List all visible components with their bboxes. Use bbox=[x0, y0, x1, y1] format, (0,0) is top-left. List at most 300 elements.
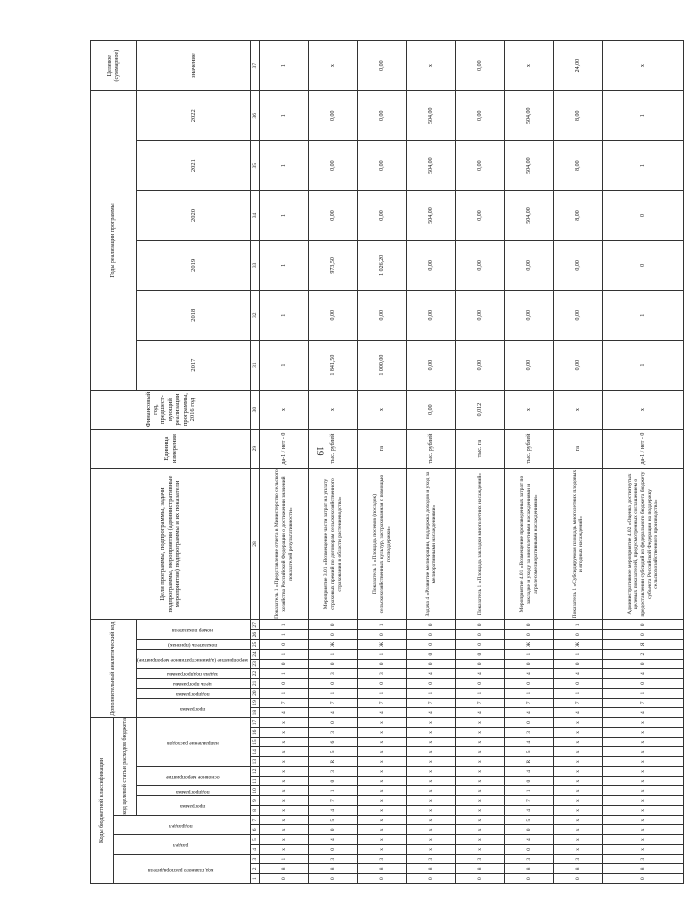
code-cell: x bbox=[456, 845, 505, 855]
code-cell: 1 bbox=[407, 688, 456, 698]
fin-year-cell: x bbox=[603, 390, 684, 429]
main-activity-header-text: основное мероприятие bbox=[165, 774, 220, 780]
code-cell: 5 bbox=[309, 747, 358, 757]
code-cell: 3 bbox=[407, 854, 456, 864]
column-number: 34 bbox=[251, 191, 260, 241]
year-value-cell: 1 bbox=[260, 240, 309, 290]
code-cell: x bbox=[358, 757, 407, 767]
code-cell: 0 bbox=[407, 630, 456, 640]
code-cell: 0 bbox=[407, 659, 456, 669]
code-cell: 4 bbox=[407, 669, 456, 679]
an-goal-header-text: цель программы bbox=[173, 681, 212, 688]
code-cell: x bbox=[407, 815, 456, 825]
total-value-cell: x bbox=[603, 41, 684, 91]
fin-year-cell: x bbox=[505, 390, 554, 429]
total-value-cell: x bbox=[309, 41, 358, 91]
code-cell: 1 bbox=[309, 688, 358, 698]
code-cell: 7 bbox=[358, 698, 407, 708]
analytic-code-header bbox=[91, 620, 137, 718]
code-cell: 4 bbox=[603, 669, 684, 679]
code-cell: x bbox=[260, 718, 309, 728]
code-cell: 0 bbox=[309, 776, 358, 786]
code-cell: x bbox=[554, 728, 603, 738]
column-number: 25 bbox=[251, 640, 260, 650]
code-cell: 0 bbox=[505, 630, 554, 640]
code-cell: 0 bbox=[456, 659, 505, 669]
table-row bbox=[309, 41, 358, 884]
year-value-cell: 0,00 bbox=[309, 290, 358, 340]
code-cell: 0 bbox=[505, 620, 554, 630]
unit-cell: да-1 / нет - 0 bbox=[260, 429, 309, 468]
year-value-cell: 1 bbox=[260, 290, 309, 340]
column-number: 27 bbox=[251, 620, 260, 630]
year-value-cell: 0,00 bbox=[309, 191, 358, 241]
code-cell: x bbox=[358, 825, 407, 835]
year-value-cell: 1 bbox=[260, 91, 309, 141]
year-value-cell: 0,00 bbox=[456, 290, 505, 340]
code-cell: x bbox=[260, 845, 309, 855]
code-cell: x bbox=[358, 737, 407, 747]
code-cell: 0 bbox=[554, 679, 603, 689]
code-cell: x bbox=[407, 767, 456, 777]
code-cell: 4 bbox=[505, 806, 554, 816]
table-row bbox=[358, 41, 407, 884]
year-value-cell: 0,00 bbox=[554, 240, 603, 290]
fin-year-cell: x bbox=[554, 390, 603, 429]
code-cell: 1 bbox=[260, 630, 309, 640]
code-cell: x bbox=[554, 835, 603, 845]
code-cell: x bbox=[603, 776, 684, 786]
budget-codes-header bbox=[91, 718, 114, 884]
column-number: 29 bbox=[251, 429, 260, 468]
total-value-cell: 24,00 bbox=[554, 41, 603, 91]
code-cell: 7 bbox=[260, 698, 309, 708]
column-number: 18 bbox=[251, 708, 260, 718]
code-cell: x bbox=[603, 815, 684, 825]
code-cell: 7 bbox=[603, 698, 684, 708]
year-value-cell: 504,00 bbox=[407, 191, 456, 241]
column-number: 3 bbox=[251, 854, 260, 864]
code-cell: 8 bbox=[260, 864, 309, 874]
goal-name-cell: Административное мероприятие 4.02 «Оценка достигнутых целевых показателей, предусмотренных соглашением о предоставлении субсидий из федерального бюджета бюджету субъекта Российской Федерации на поддержку сельскохозяйственного производства» bbox=[603, 468, 684, 620]
year-header bbox=[137, 340, 251, 390]
year-value-cell: 0 bbox=[603, 191, 684, 241]
an-task-header-text: задача подпрограммы bbox=[166, 671, 218, 678]
table-row bbox=[407, 41, 456, 884]
code-cell: x bbox=[260, 747, 309, 757]
column-number: 16 bbox=[251, 728, 260, 738]
target-article-header bbox=[114, 718, 137, 816]
code-cell: 0 bbox=[456, 630, 505, 640]
code-cell: 0 bbox=[407, 679, 456, 689]
column-number: 1 bbox=[251, 874, 260, 884]
code-cell: 1 bbox=[456, 688, 505, 698]
year-value-cell: 0,00 bbox=[554, 290, 603, 340]
goal-name-cell: Показатель 1 «Площадь посевов (посадок) сельскохозяйственных культур, застрахованная с помощью господдержки» bbox=[358, 468, 407, 620]
unit-cell: тыс. рублей bbox=[505, 429, 554, 468]
column-number: 6 bbox=[251, 825, 260, 835]
an-indicator-header-text: показатель (признак) bbox=[167, 642, 218, 649]
code-cell: 4 bbox=[309, 806, 358, 816]
column-number: 31 bbox=[251, 340, 260, 390]
code-cell: x bbox=[260, 796, 309, 806]
code-cell: Я bbox=[603, 640, 684, 650]
code-cell: 0 bbox=[505, 679, 554, 689]
code-cell: x bbox=[554, 718, 603, 728]
code-cell: x bbox=[358, 835, 407, 845]
section-header-text: раздел bbox=[173, 842, 189, 849]
year-header bbox=[137, 191, 251, 241]
unit-cell: га bbox=[358, 429, 407, 468]
unit-cell: тыс. рублей bbox=[407, 429, 456, 468]
code-cell: 4 bbox=[407, 708, 456, 718]
code-cell: 0 bbox=[309, 825, 358, 835]
code-cell: x bbox=[554, 825, 603, 835]
code-cell: 7 bbox=[309, 698, 358, 708]
code-cell: x bbox=[456, 757, 505, 767]
code-cell: x bbox=[456, 737, 505, 747]
code-cell: x bbox=[603, 806, 684, 816]
code-cell: 0 bbox=[358, 874, 407, 884]
code-cell: x bbox=[407, 747, 456, 757]
code-cell: x bbox=[554, 815, 603, 825]
year-value-cell: 1 000,00 bbox=[358, 340, 407, 390]
code-cell: 8 bbox=[456, 864, 505, 874]
code-cell: x bbox=[260, 757, 309, 767]
unit-cell: га bbox=[554, 429, 603, 468]
subsection-header-text: подраздел bbox=[169, 822, 193, 829]
total-value-cell: 0,00 bbox=[358, 41, 407, 91]
column-number: 9 bbox=[251, 796, 260, 806]
an-number-header bbox=[137, 620, 251, 640]
year-header-text: 2017 bbox=[189, 358, 197, 372]
code-cell: 5 bbox=[505, 815, 554, 825]
code-cell: 1 bbox=[309, 649, 358, 659]
code-cell: x bbox=[456, 718, 505, 728]
page-number: 19 bbox=[315, 446, 325, 456]
program-years-header bbox=[91, 91, 137, 390]
code-cell: 0 bbox=[358, 659, 407, 669]
code-cell: 1 bbox=[358, 620, 407, 630]
year-value-cell: 0,00 bbox=[407, 240, 456, 290]
code-cell: 0 bbox=[505, 825, 554, 835]
code-cell: x bbox=[554, 845, 603, 855]
column-number: 5 bbox=[251, 835, 260, 845]
code-cell: x bbox=[603, 825, 684, 835]
code-cell: 3 bbox=[358, 669, 407, 679]
code-cell: 1 bbox=[260, 649, 309, 659]
table-row bbox=[456, 41, 505, 884]
code-cell: x bbox=[407, 845, 456, 855]
an-activity-header bbox=[137, 649, 251, 669]
target-article-header-text: код целевой статьи расходов бюджета bbox=[121, 718, 128, 815]
year-value-cell: 504,00 bbox=[407, 91, 456, 141]
column-number: 19 bbox=[251, 698, 260, 708]
code-cell: x bbox=[260, 825, 309, 835]
total-group-header-text: Целевое (суммарное) bbox=[106, 49, 120, 82]
code-cell: 4 bbox=[456, 669, 505, 679]
column-number: 12 bbox=[251, 767, 260, 777]
column-number: 37 bbox=[251, 41, 260, 91]
code-cell: x bbox=[456, 825, 505, 835]
code-cell: 0 bbox=[554, 630, 603, 640]
year-value-cell: 1 841,50 bbox=[309, 340, 358, 390]
code-cell: 1 bbox=[358, 688, 407, 698]
goal-name-cell: Мероприятие 3.01 «Возмещение части затрат на уплату страховых премий по договорам сельскохозяйственного страхования в области растениеводства» bbox=[309, 468, 358, 620]
code-cell: 4 bbox=[505, 835, 554, 845]
year-header-text: 2019 bbox=[189, 258, 197, 272]
year-value-cell: 0,00 bbox=[358, 141, 407, 191]
code-cell: 0 bbox=[456, 649, 505, 659]
column-number: 35 bbox=[251, 141, 260, 191]
column-number: 22 bbox=[251, 669, 260, 679]
code-cell: x bbox=[358, 728, 407, 738]
code-cell: Ж bbox=[554, 640, 603, 650]
code-cell: 1 bbox=[309, 786, 358, 796]
year-header bbox=[137, 290, 251, 340]
an-number-header-text: номер показателя bbox=[171, 627, 213, 634]
code-cell: x bbox=[456, 796, 505, 806]
fin-year-header-text: Финансовый год, предшест-вующий реализации программы, 2016 год bbox=[144, 391, 197, 428]
code-cell: 4 bbox=[260, 708, 309, 718]
column-number: 10 bbox=[251, 786, 260, 796]
year-value-cell: 0,00 bbox=[358, 91, 407, 141]
code-cell: 6 bbox=[309, 737, 358, 747]
year-value-cell: 0,00 bbox=[505, 340, 554, 390]
code-cell: 8 bbox=[505, 864, 554, 874]
column-number: 11 bbox=[251, 776, 260, 786]
code-cell: 5 bbox=[505, 747, 554, 757]
year-value-cell: 0,00 bbox=[505, 240, 554, 290]
table-row bbox=[260, 41, 309, 884]
code-cell: x bbox=[554, 776, 603, 786]
column-number: 30 bbox=[251, 390, 260, 429]
code-cell: 4 bbox=[505, 669, 554, 679]
year-value-cell: 0,00 bbox=[358, 290, 407, 340]
column-number: 15 bbox=[251, 737, 260, 747]
program-years-header-text: Годы реализации программы bbox=[110, 203, 117, 278]
an-activity-header-text: мероприятие (административное мероприятие) bbox=[137, 656, 248, 663]
column-number: 17 bbox=[251, 718, 260, 728]
table-row bbox=[603, 41, 684, 884]
an-program-header-text: программа bbox=[179, 705, 206, 712]
year-value-cell: 0,00 bbox=[358, 191, 407, 241]
year-header bbox=[137, 141, 251, 191]
year-header-text: 2018 bbox=[189, 308, 197, 322]
code-cell: x bbox=[358, 776, 407, 786]
code-cell: 0 bbox=[505, 845, 554, 855]
code-cell: x bbox=[407, 776, 456, 786]
code-cell: x bbox=[603, 718, 684, 728]
year-value-cell: 0,00 bbox=[456, 91, 505, 141]
code-cell: 0 bbox=[260, 659, 309, 669]
code-cell: x bbox=[554, 747, 603, 757]
column-number: 28 bbox=[251, 468, 260, 620]
code-cell: 0 bbox=[309, 845, 358, 855]
an-task-header bbox=[137, 669, 251, 679]
code-cell: 3 bbox=[309, 669, 358, 679]
column-number: 33 bbox=[251, 240, 260, 290]
code-cell: 0 bbox=[505, 718, 554, 728]
code-cell: x bbox=[358, 747, 407, 757]
code-cell: 3 bbox=[554, 854, 603, 864]
code-cell: x bbox=[456, 806, 505, 816]
code-cell: 4 bbox=[309, 835, 358, 845]
code-cell: 1 bbox=[358, 649, 407, 659]
code-cell: 4 bbox=[554, 708, 603, 718]
year-value-cell: 504,00 bbox=[407, 141, 456, 191]
code-cell: 0 bbox=[603, 874, 684, 884]
year-value-cell: 0,00 bbox=[554, 340, 603, 390]
code-cell: x bbox=[554, 767, 603, 777]
code-cell: x bbox=[407, 825, 456, 835]
year-value-cell: 1 bbox=[260, 141, 309, 191]
column-number: 26 bbox=[251, 630, 260, 640]
an-subprogram-header-text: подпрограмма bbox=[175, 690, 210, 697]
year-value-cell: 1 bbox=[603, 91, 684, 141]
year-value-cell: 0,00 bbox=[309, 141, 358, 191]
rotated-page-inner bbox=[90, 40, 660, 884]
code-cell: x bbox=[358, 718, 407, 728]
year-value-cell: 0,00 bbox=[456, 340, 505, 390]
code-cell: 1 bbox=[260, 669, 309, 679]
code-cell: x bbox=[260, 737, 309, 747]
code-cell: x bbox=[603, 796, 684, 806]
table-row bbox=[505, 41, 554, 884]
code-cell: 0 bbox=[309, 679, 358, 689]
code-cell: 8 bbox=[309, 864, 358, 874]
code-cell: x bbox=[456, 776, 505, 786]
budget-codes-header-text: Коды бюджетной классификации bbox=[98, 758, 105, 844]
column-number: 13 bbox=[251, 757, 260, 767]
table-row bbox=[554, 41, 603, 884]
code-cell: Ж bbox=[309, 640, 358, 650]
code-cell: 4 bbox=[456, 708, 505, 718]
code-cell: 3 bbox=[358, 854, 407, 864]
code-cell: 0 bbox=[358, 679, 407, 689]
column-numbers-row bbox=[251, 41, 260, 884]
goal-name-cell: Задача 4 «Развитие мелиорации, поддержка доходов и уход за мелиоративными насаждениями» bbox=[407, 468, 456, 620]
year-header bbox=[137, 240, 251, 290]
code-cell: x bbox=[260, 728, 309, 738]
code-cell: 8 bbox=[554, 864, 603, 874]
column-number: 4 bbox=[251, 845, 260, 855]
code-cell: 3 bbox=[309, 728, 358, 738]
code-cell: 3 bbox=[505, 854, 554, 864]
direction-header bbox=[137, 718, 251, 767]
code-cell: 0 bbox=[505, 776, 554, 786]
code-cell: x bbox=[603, 845, 684, 855]
column-number: 7 bbox=[251, 815, 260, 825]
year-value-cell: 1 026,20 bbox=[358, 240, 407, 290]
code-cell: 3 bbox=[603, 854, 684, 864]
column-number: 32 bbox=[251, 290, 260, 340]
code-cell: x bbox=[603, 747, 684, 757]
fin-year-cell: 0,00 bbox=[407, 390, 456, 429]
code-cell: 3 bbox=[505, 728, 554, 738]
an-goal-header bbox=[137, 679, 251, 689]
goal-name-cell: Показатель 1 «Площадь закладки многолетних насаждений» bbox=[456, 468, 505, 620]
total-value-cell: 0,00 bbox=[456, 41, 505, 91]
code-cell: x bbox=[260, 786, 309, 796]
code-cell: 4 bbox=[505, 708, 554, 718]
main-activity-header bbox=[137, 767, 251, 787]
code-cell: 0 bbox=[309, 620, 358, 630]
code-cell: 0 bbox=[260, 679, 309, 689]
year-value-cell: 0,00 bbox=[456, 191, 505, 241]
code-cell: 0 bbox=[407, 640, 456, 650]
an-program-header bbox=[137, 698, 251, 718]
code-cell: 0 bbox=[260, 874, 309, 884]
column-number: 8 bbox=[251, 806, 260, 816]
total-value-header bbox=[137, 41, 251, 91]
goal-name-cell: Показатель 1 «Представление отчета в Министерство сельского хозяйства Российской Федерации о достижении значений показателей результативности» bbox=[260, 468, 309, 620]
code-cell: x bbox=[407, 806, 456, 816]
code-cell: 4 bbox=[505, 767, 554, 777]
code-cell: 1 bbox=[603, 688, 684, 698]
code-cell: x bbox=[407, 718, 456, 728]
code-cell: 7 bbox=[554, 698, 603, 708]
analytic-code-header-text: Дополнительный аналитический код bbox=[110, 621, 117, 716]
code-cell: 0 bbox=[407, 649, 456, 659]
code-cell: 0 bbox=[456, 874, 505, 884]
year-value-cell: 8,00 bbox=[554, 141, 603, 191]
year-value-cell: 8,00 bbox=[554, 191, 603, 241]
code-cell: 1 bbox=[505, 786, 554, 796]
direction-header-text: направление расходов bbox=[166, 739, 219, 746]
total-value-header-text: значение bbox=[189, 53, 197, 78]
program-indicators-table bbox=[90, 40, 684, 884]
column-number: 20 bbox=[251, 688, 260, 698]
year-value-cell: 0,00 bbox=[456, 240, 505, 290]
code-cell: x bbox=[407, 728, 456, 738]
code-cell: 0 bbox=[554, 659, 603, 669]
program-header bbox=[137, 796, 251, 816]
column-number: 23 bbox=[251, 659, 260, 669]
goal-name-cell: Мероприятие 4.01 «Возмещение произведенных затрат по закладке и уходу за многолетними насаждениями и агролесомелиоративными насаждениями» bbox=[505, 468, 554, 620]
code-cell: 0 bbox=[603, 679, 684, 689]
code-cell: 0 bbox=[309, 630, 358, 640]
code-cell: Ж bbox=[358, 640, 407, 650]
code-cell: 1 bbox=[260, 620, 309, 630]
code-cell: x bbox=[554, 796, 603, 806]
code-cell: 5 bbox=[309, 815, 358, 825]
code-cell: 0 bbox=[309, 659, 358, 669]
year-header-text: 2020 bbox=[189, 209, 197, 222]
code-cell: 0 bbox=[603, 630, 684, 640]
code-cell: 0 bbox=[309, 874, 358, 884]
code-cell: 4 bbox=[309, 708, 358, 718]
code-cell: x bbox=[407, 786, 456, 796]
code-cell: 4 bbox=[554, 669, 603, 679]
goal-name-cell: Показатель 1 «Субсидируемая площадь многолетних плодовых и ягодных насаждений» bbox=[554, 468, 603, 620]
year-value-cell: 1 bbox=[603, 340, 684, 390]
code-cell: 0 bbox=[456, 679, 505, 689]
year-header bbox=[137, 91, 251, 141]
code-cell: x bbox=[407, 835, 456, 845]
code-cell: 0 bbox=[309, 718, 358, 728]
code-cell: x bbox=[456, 835, 505, 845]
code-cell: x bbox=[554, 786, 603, 796]
code-cell: x bbox=[358, 786, 407, 796]
code-cell: x bbox=[603, 757, 684, 767]
fin-year-header bbox=[91, 390, 251, 429]
column-number: 14 bbox=[251, 747, 260, 757]
code-cell: 8 bbox=[358, 864, 407, 874]
goals-header bbox=[91, 468, 251, 620]
code-cell: x bbox=[456, 815, 505, 825]
subsection-header bbox=[114, 815, 251, 835]
